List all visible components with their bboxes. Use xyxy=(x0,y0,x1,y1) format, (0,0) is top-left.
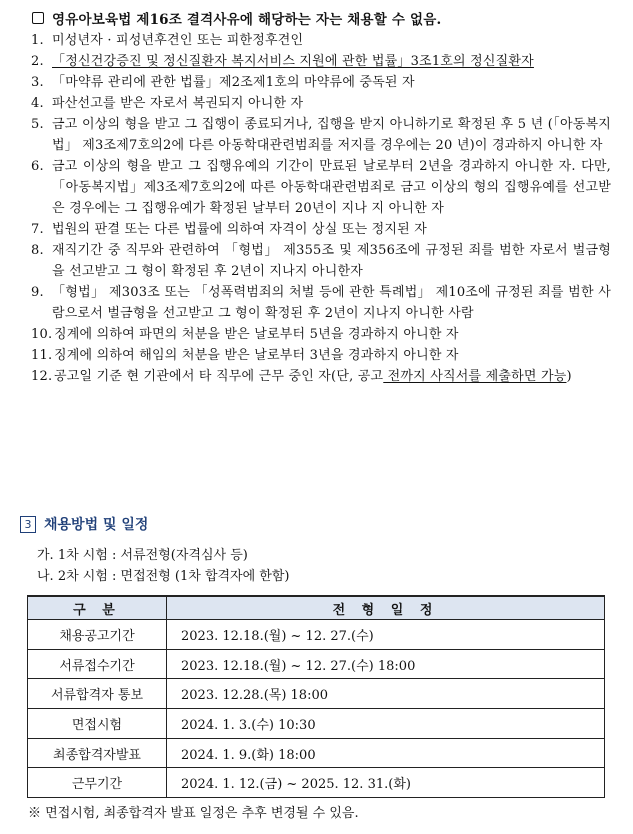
section-3-title: 채용방법 및 일정 xyxy=(44,517,149,533)
step-item: 나. 2차 시험 : 면접전형 (1차 합격자에 한함) xyxy=(37,569,290,584)
list-item: 2. 「정신건강증진 및 정신질환자 복지서비스 지원에 관한 법률」3조1호의 정신질환자 xyxy=(31,54,534,69)
disqualification-list xyxy=(31,30,611,387)
list-item: 3. 「마약류 관리에 관한 법률」제2조제1호의 마약류에 중독된 자 xyxy=(31,75,415,90)
list-item: 5. 금고 이상의 형을 받고 그 집행이 종료되거나, 집행을 받지 아니하기로 확정된 후 5 년 (「아동복지법」 제3조제7호의2에 다른 아동학대관련범죄를 저지를 경우에는 20 년)이 경과하지 아니한 자 xyxy=(31,117,611,153)
column-header-category: 구 분 xyxy=(28,596,167,620)
step-item: 가. 1차 시험 : 서류전형(자격심사 등) xyxy=(37,548,248,563)
list-item: 11. 징계에 의하여 해임의 처분을 받은 날로부터 3년을 경과하지 아니한 자 xyxy=(31,348,459,363)
list-item: 8. 재직기간 중 직무와 관련하여 「형법」 제355조 및 제356조에 규정된 죄를 범한 자로서 벌금형을 선고받고 그 형이 확정된 후 2년이 지나지 아니한자 xyxy=(31,243,611,279)
section-number-box: 3 xyxy=(20,516,36,533)
disqualification-heading xyxy=(32,8,441,28)
table-row: 면접시험 2024. 1. 3.(수) 10:30 xyxy=(28,709,605,739)
list-item: 6. 금고 이상의 형을 받고 그 집행유예의 기간이 만료된 날로부터 2년을 경과하지 아니한 자. 다만, 「아동복지법」제3조제7호의2에 따른 아동학대관련범죄로 금고 이상의 형의 집행유예를 선고받은 경우에는 그 집행유예가 확정된 날부터 20년이 지나 지 아니한 자 xyxy=(31,159,611,216)
schedule-table xyxy=(27,595,605,798)
list-item: 7. 법원의 판결 또는 다른 법률에 의하여 자격이 상실 또는 정지된 자 xyxy=(31,222,428,237)
selection-steps xyxy=(37,545,290,587)
table-row: 채용공고기간 2023. 12.18.(월) ~ 12. 27.(수) xyxy=(28,620,605,650)
list-item: 4. 파산선고를 받은 자로서 복권되지 아니한 자 xyxy=(31,96,304,111)
list-item: 12. 공고일 기준 현 기관에서 타 직무에 근무 중인 자(단, 공고 전까지 사직서를 제출하면 가능) xyxy=(31,369,572,384)
checkbox-square-icon xyxy=(32,12,44,24)
schedule-note: ※ 면접시험, 최종합격자 발표 일정은 추후 변경될 수 있음. xyxy=(28,806,359,821)
table-row: 최종합격자발표 2024. 1. 9.(화) 18:00 xyxy=(28,738,605,768)
table-row: 서류합격자 통보 2023. 12.28.(목) 18:00 xyxy=(28,679,605,709)
disqualification-heading-text: 영유아보육법 제16조 결격사유에 해당하는 자는 채용할 수 없음. xyxy=(52,12,442,28)
table-row: 서류접수기간 2023. 12.18.(월) ~ 12. 27.(수) 18:00 xyxy=(28,649,605,679)
list-item: 10. 징계에 의하여 파면의 처분을 받은 날로부터 5년을 경과하지 아니한 자 xyxy=(31,327,459,342)
column-header-schedule: 전 형 일 정 xyxy=(167,596,605,620)
list-item: 1. 미성년자 · 피성년후견인 또는 피한정후견인 xyxy=(31,33,304,48)
list-item: 9. 「형법」 제303조 또는 「성폭력범죄의 처벌 등에 관한 특례법」 제10조에 규정된 죄를 범한 사람으로서 벌금형을 선고받고 그 형이 확정된 후 2년이 지나지 아니한 사람 xyxy=(31,285,611,321)
section-3-heading xyxy=(20,514,148,534)
table-row: 근무기간 2024. 1. 12.(금) ~ 2025. 12. 31.(화) xyxy=(28,768,605,798)
